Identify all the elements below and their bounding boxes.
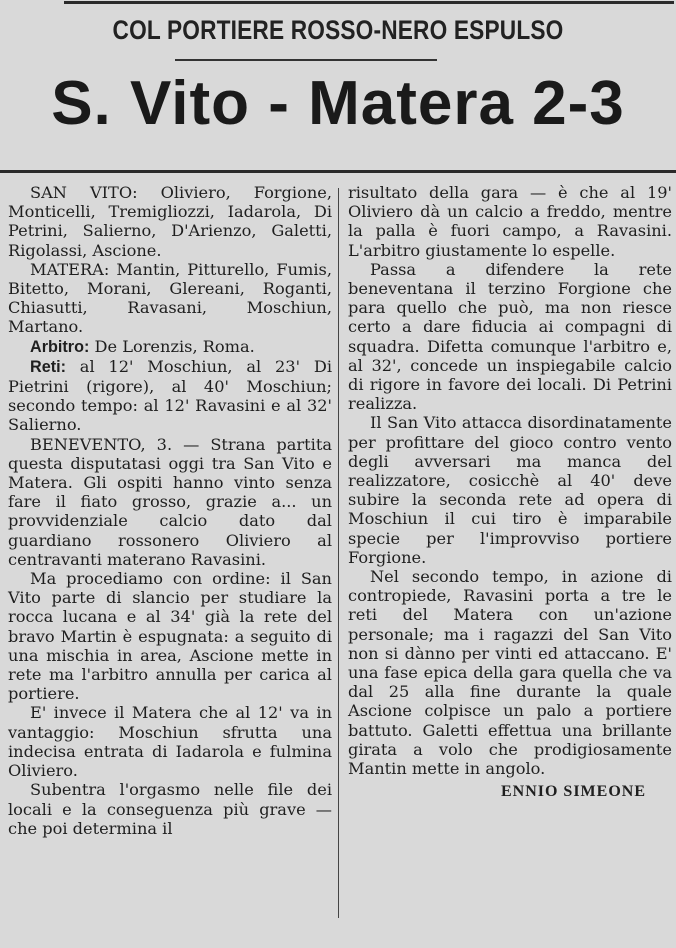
column-divider [338, 188, 339, 918]
kicker-headline: COL PORTIERE ROSSO-NERO ESPULSO [112, 15, 564, 45]
body-paragraph: E' invece il Matera che al 12' va in vantaggio: Moschiun sfrutta una indecisa entrata di Iadarola e fulmina Oliviero. [8, 703, 332, 781]
headline-rule [0, 170, 676, 173]
lineup-text: Oliviero, Forgione, Monticelli, Tremigliozzi, Iadarola, Di Petrini, Salierno, D'Arienzo, Galetti, Rigolassi, Ascione. [8, 183, 332, 260]
body-paragraph: risultato della gara — è che al 19' Oliviero dà un calcio a freddo, mentre la palla è fuori campo, a Ravasini. L'arbitro giustamente lo espelle. [348, 183, 672, 260]
lineup-label: MATERA: [30, 259, 110, 279]
left-column [8, 183, 332, 838]
lineup-san-vito [8, 183, 332, 260]
referee-label: Arbitro: [30, 337, 90, 356]
body-paragraph: Subentra l'orgasmo nelle file dei locali e la conseguenza più grave — che poi determina il [8, 780, 332, 838]
kicker-rule [175, 59, 437, 61]
referee-text: De Lorenzis, Roma. [94, 336, 255, 356]
goals-line [8, 357, 332, 435]
lineup-text: Mantin, Pitturello, Fumis, Bitetto, Morani, Glereani, Roganti, Chiasutti, Ravasani, Moschiun, Martano. [8, 259, 332, 337]
byline: ENNIO SIMEONE [500, 783, 646, 801]
body-paragraph: Ma procediamo con ordine: il San Vito parte di slancio per studiare la rocca lucana e al 34' già la rete del bravo Martin è espugnata: a seguito di una mischia in area, Ascione mette in rete ma l'arbitro annulla per carica al portiere. [8, 569, 332, 704]
referee-line [8, 337, 332, 357]
body-paragraph: BENEVENTO, 3. — Strana partita questa disputatasi oggi tra San Vito e Matera. Gli ospiti hanno vinto senza fare il fiato grosso, grazie a... un provvidenziale calcio dato dal guardiano rossonero Oliviero al centravanti materano Ravasini. [8, 434, 332, 569]
goals-text: al 12' Moschiun, al 23' Di Pietrini (rigore), al 40' Moschiun; secondo tempo: al 12' Ravasini e al 32' Salierno. [8, 356, 332, 435]
lineup-label: SAN VITO: [30, 183, 138, 202]
top-rule [64, 1, 674, 4]
main-headline: S. Vito - Matera 2-3 [51, 69, 625, 138]
body-paragraph: Nel secondo tempo, in azione di contropiede, Ravasini porta a tre le reti del Matera con un'azione personale; ma i ragazzi del San Vito non si dànno per vinti ed attaccano. E' una fase epica della gara quella che va dal 25 alla fine durante la quale Ascione colpisce un palo a portiere battuto. Galetti effettua una brillante girata a volo che prodigiosamente Mantin mette in angolo. [348, 567, 672, 779]
right-column [348, 183, 672, 802]
body-paragraph: Passa a difendere la rete beneventana il terzino Forgione che para quello che può, ma non riesce certo a dare fiducia ai compagni di squadra. Difetta comunque l'arbitro e, al 32', concede un inspiegabile calcio di rigore in favore dei locali. Di Petrini realizza. [348, 259, 672, 414]
body-paragraph: Il San Vito attacca disordinatamente per profittare del gioco contro vento degli avversari ma manca del realizzatore, cosicchè al 40' deve subire la seconda rete ad opera di Moschiun il cui tiro è imparabile specie per l'improvviso portiere Forgione. [348, 413, 672, 567]
goals-label: Reti: [30, 357, 66, 376]
lineup-matera [8, 260, 332, 337]
